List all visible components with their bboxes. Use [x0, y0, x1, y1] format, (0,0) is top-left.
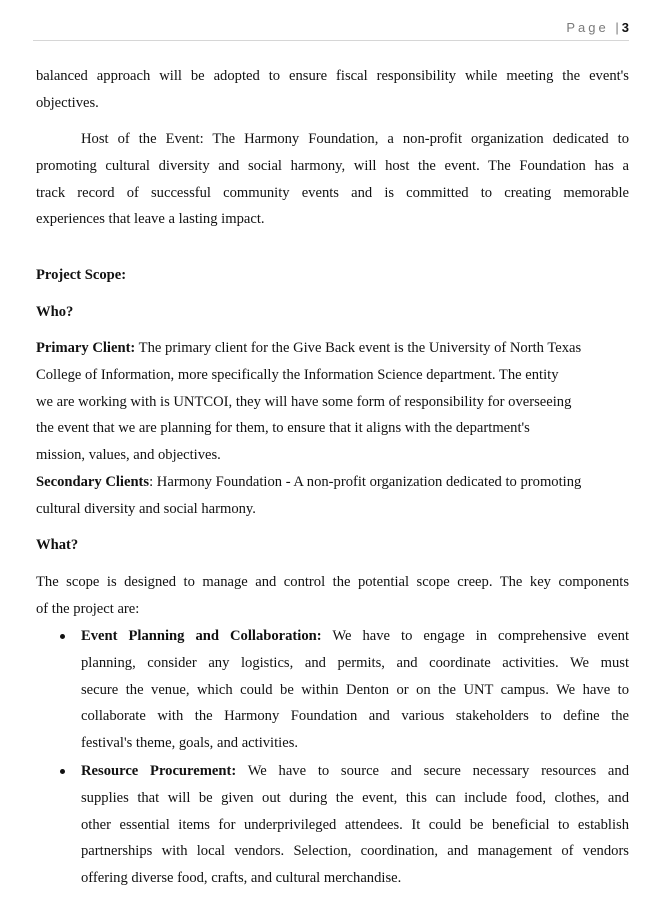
text-line: We have to engage in comprehensive event	[321, 628, 630, 644]
page-number: 3	[621, 20, 629, 35]
text-line: other essential items for underprivileged attendees. It could be beneficial to establish	[81, 816, 629, 833]
bullet-resource-procurement	[81, 758, 629, 892]
text-line: of the project are:	[36, 600, 140, 617]
text-line: : Harmony Foundation - A non-profit organization dedicated to promoting	[149, 474, 582, 490]
text-line: The primary client for the Give Back event is the University of North Texas	[135, 340, 582, 356]
text-line: College of Information, more specifically the Information Science department. The entity	[36, 366, 559, 383]
page-label: Page	[566, 20, 609, 35]
bullet-icon	[60, 634, 65, 639]
text-line: experiences that leave a lasting impact.	[36, 211, 265, 228]
text-line: planning, consider any logistics, and permits, and coordinate activities. We must	[81, 654, 629, 671]
bullet-label: Resource Procurement:	[81, 763, 237, 779]
heading-project-scope: Project Scope:	[36, 267, 127, 283]
heading-who: Who?	[36, 304, 74, 320]
text-line: supplies that will be given out during the event, this can include food, clothes, and	[81, 789, 629, 806]
paragraph-secondary-clients	[36, 469, 629, 523]
paragraph-scope	[36, 569, 629, 623]
text-line: cultural diversity and social harmony.	[36, 500, 256, 517]
text-line: balanced approach will be adopted to ensure fiscal responsibility while meeting the event's	[36, 68, 629, 84]
text-line: track record of successful community events and is committed to creating memorable	[36, 184, 629, 201]
text-line: promoting cultural diversity and social harmony, will host the event. The Foundation has a	[36, 157, 629, 174]
text-line: festival's theme, goals, and activities.	[81, 735, 299, 752]
bullet-icon	[60, 769, 65, 774]
text-line: The scope is designed to manage and control the potential scope creep. The key components	[36, 574, 629, 590]
text-line: partnerships with local vendors. Selection, coordination, and management of vendors	[81, 843, 629, 860]
text-line: the event that we are planning for them, to ensure that it aligns with the department's	[36, 420, 530, 437]
text-line: objectives.	[36, 94, 99, 111]
text-line: Host of the Event: The Harmony Foundation, a non-profit organization dedicated to	[81, 131, 629, 147]
bullet-label: Event Planning and Collaboration:	[81, 628, 322, 644]
header-separator: |	[615, 20, 622, 35]
text-line: we are working with is UNTCOI, they will have some form of responsibility for overseeing	[36, 393, 572, 410]
paragraph-host	[36, 126, 629, 233]
paragraph-budget-continuation	[36, 63, 629, 117]
text-line: mission, values, and objectives.	[36, 447, 221, 464]
header-rule	[33, 40, 629, 41]
heading-what: What?	[36, 537, 79, 553]
text-line: We have to source and secure necessary resources and	[236, 763, 629, 779]
text-line: secure the venue, which could be within Denton or on the UNT campus. We have to	[81, 681, 629, 698]
page-header	[566, 20, 629, 35]
text-line: collaborate with the Harmony Foundation and various stakeholders to define the	[81, 708, 629, 725]
secondary-clients-label: Secondary Clients	[36, 474, 150, 490]
text-line: offering diverse food, crafts, and cultural merchandise.	[81, 870, 402, 887]
bullet-event-planning	[81, 623, 629, 757]
paragraph-primary-client	[36, 335, 629, 469]
primary-client-label: Primary Client:	[36, 340, 136, 356]
